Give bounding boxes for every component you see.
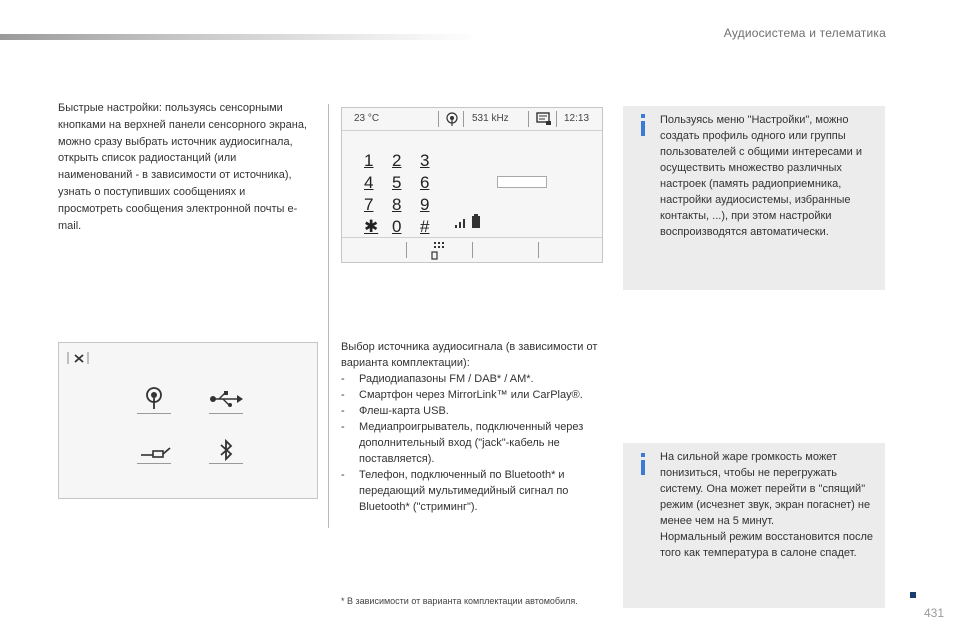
key[interactable]: 8 xyxy=(392,195,402,214)
column-divider xyxy=(328,104,329,528)
key[interactable]: 7 xyxy=(364,195,374,214)
separator xyxy=(438,111,439,127)
underline xyxy=(137,463,171,464)
source-list xyxy=(341,339,603,515)
key[interactable]: 3 xyxy=(420,151,430,170)
separator xyxy=(538,242,539,258)
frequency-readout[interactable]: 531 kHz xyxy=(472,113,509,124)
info-paragraph: На сильной жаре громкость может понизиться, чтобы не перегружать систему. Она может перейти в "спящий" режим (исчезнет звук, экран погаснет) не менее чем на 5 минут. xyxy=(660,451,871,527)
list-item: - Смартфон через MirrorLink™ или CarPlay®. xyxy=(341,389,583,401)
key[interactable]: 4 xyxy=(364,173,374,192)
key[interactable]: 9 xyxy=(420,195,430,214)
message-icon[interactable] xyxy=(536,112,552,126)
page-number: 431 xyxy=(923,606,944,620)
temperature-readout[interactable]: 23 °C xyxy=(354,113,380,124)
info-icon-bar xyxy=(641,460,645,475)
jack-icon[interactable] xyxy=(139,443,171,459)
separator xyxy=(472,242,473,258)
info-paragraph: Нормальный режим восстановится после того как температура в салоне спадет. xyxy=(660,531,874,559)
battery-icon xyxy=(472,214,480,228)
phone-icon[interactable] xyxy=(431,242,447,260)
key[interactable]: 5 xyxy=(392,173,402,192)
separator xyxy=(463,111,464,127)
separator xyxy=(556,111,557,127)
key[interactable]: 1 xyxy=(364,151,374,170)
underline xyxy=(209,463,243,464)
list-item: - Радиодиапазоны FM / DAB* / AM*. xyxy=(341,373,534,385)
underline xyxy=(209,413,243,414)
signal-icon xyxy=(454,216,468,228)
list-item: - Телефон, подключенный по Bluetooth* и передающий мультимедийный сигнал по Bluetooth* ("стриминг"). xyxy=(341,469,569,513)
key[interactable]: # xyxy=(420,217,430,236)
source-selection-panel xyxy=(58,342,318,499)
list-item: - Флеш-карта USB. xyxy=(341,405,449,417)
phone-keypad xyxy=(364,150,448,238)
number-display-box xyxy=(497,176,547,188)
usb-icon[interactable] xyxy=(209,391,243,407)
source-list-intro: Выбор источника аудиосигнала (в зависимости от варианта комплектации): xyxy=(341,341,598,369)
section-header: Аудиосистема и телематика xyxy=(723,26,886,40)
screen-top-bar xyxy=(342,108,602,131)
key[interactable]: 6 xyxy=(420,173,430,192)
separator xyxy=(528,111,529,127)
separator xyxy=(406,242,407,258)
list-item: - Медиапроигрыватель, подключенный через дополнительный вход ("jack"-кабель не поставляется). xyxy=(341,421,584,465)
key[interactable]: ✱ xyxy=(364,217,379,236)
info-note-text: Пользуясь меню "Настройки", можно создать профиль одного или группы пользователей с общими интересами и осуществить множество различных настроек (память радиоприемника, настройки аудиосистемы, избранные контакты, ...), при этом настройки воспроизводятся автоматически. xyxy=(660,114,862,238)
footnote: * В зависимости от варианта комплектации автомобиля. xyxy=(341,596,578,606)
underline xyxy=(137,413,171,414)
info-icon xyxy=(641,114,645,118)
header-gradient-bar xyxy=(0,34,480,40)
screen-bottom-bar xyxy=(342,237,602,262)
key[interactable]: 0 xyxy=(392,217,402,236)
info-note-text xyxy=(660,449,880,561)
info-note-settings xyxy=(623,106,885,290)
page-marker xyxy=(910,592,916,598)
mute-icon[interactable] xyxy=(67,350,89,366)
radio-icon[interactable] xyxy=(143,385,165,411)
radio-icon[interactable] xyxy=(445,111,459,127)
bluetooth-icon[interactable] xyxy=(219,439,233,461)
info-note-heat xyxy=(623,443,885,608)
key[interactable]: 2 xyxy=(392,151,402,170)
info-icon xyxy=(641,453,645,457)
touch-screen-illustration xyxy=(341,107,603,263)
info-icon-bar xyxy=(641,121,645,136)
clock-readout[interactable]: 12:13 xyxy=(564,113,590,124)
intro-text: Быстрые настройки: пользуясь сенсорными кнопками на верхней панели сенсорного экрана, можно сразу выбрать источник аудиосигнала, открыть список радиостанций (или наименований - в зависимости от источника), узнать о поступивших сообщениях и просмотреть сообщения электронной почты e-mail. xyxy=(58,102,307,232)
